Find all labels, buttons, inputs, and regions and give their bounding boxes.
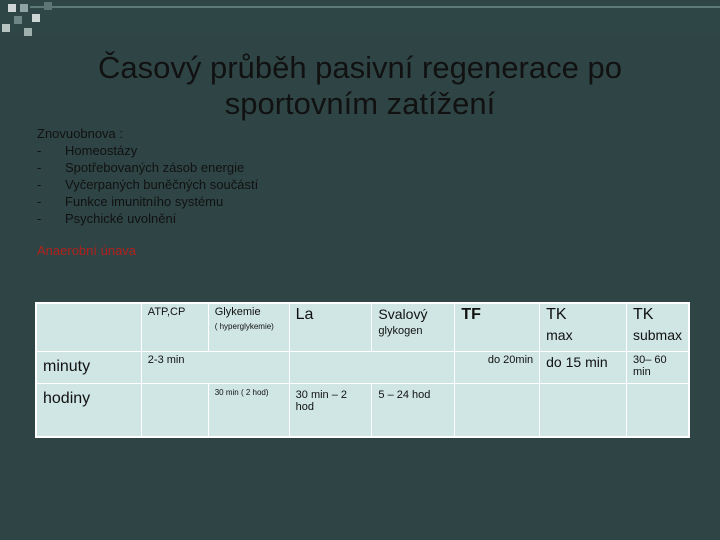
table-cell-empty: [141, 383, 208, 437]
cell-hodiny-svalovy: 5 – 24 hod: [372, 383, 455, 437]
deco-square: [44, 2, 52, 10]
list-item: [37, 210, 258, 227]
header-la: La: [289, 303, 372, 351]
regeneration-table: [35, 302, 690, 438]
deco-square: [2, 24, 10, 32]
header-tk-max-sub: max: [546, 327, 573, 343]
cell-hodiny-glykemie: 30 min ( 2 hod): [208, 383, 289, 437]
header-svalovy: [372, 303, 455, 351]
deco-square: [14, 16, 22, 24]
intro-label: Znovuobnova :: [37, 126, 124, 141]
header-glykemie-label: Glykemie: [214, 306, 261, 318]
table-row: [36, 351, 689, 383]
row-label-minuty: minuty: [36, 351, 141, 383]
table-row: [36, 383, 689, 437]
header-tk-max: [540, 303, 627, 351]
list-item-text: Homeostázy: [65, 143, 138, 158]
cell-hodiny-la: 30 min – 2 hod: [289, 383, 372, 437]
table-cell-empty: [289, 351, 455, 383]
header-tk-submax: [626, 303, 689, 351]
cell-minuty-atp: 2-3 min: [141, 351, 289, 383]
deco-square: [32, 14, 40, 22]
header-glykemie: [208, 303, 289, 351]
bullet: -: [37, 160, 42, 175]
slide-title: Časový průběh pasivní regenerace po sportovním zatížení: [98, 50, 622, 121]
header-glykogen-label: glykogen: [378, 325, 423, 337]
table-cell-empty: [36, 303, 141, 351]
header-svalovy-label: Svalový: [378, 306, 428, 322]
list-item: [37, 142, 258, 159]
cell-minuty-tk-max: do 15 min: [540, 351, 627, 383]
header-glykemie-note: ( hyperglykemie): [214, 322, 274, 331]
list-item-text: Psychické uvolnění: [65, 211, 177, 226]
list-item-text: Funkce imunitního systému: [65, 194, 224, 209]
table-cell-empty: [626, 383, 689, 437]
table-header-row: [36, 303, 689, 351]
header-tk-submax-sub: submax: [632, 327, 682, 343]
regeneration-list: [37, 125, 258, 227]
cell-minuty-tf: do 20min: [455, 351, 540, 383]
header-tf: TF: [455, 303, 540, 351]
row-label-hodiny: hodiny: [36, 383, 141, 437]
header-tk-submax-label: TK: [632, 306, 654, 323]
cell-minuty-tk-submax: 30– 60 min: [626, 351, 689, 383]
header-tk-max-label: TK: [546, 306, 567, 323]
list-item: [37, 159, 258, 176]
bullet: -: [37, 177, 42, 192]
list-item: [37, 176, 258, 193]
bullet: -: [37, 211, 42, 226]
table-cell-empty: [540, 383, 627, 437]
anaerobic-fatigue-label: Anaerobní únava: [37, 243, 137, 258]
deco-square: [8, 4, 16, 12]
list-item: [37, 193, 258, 210]
deco-square: [20, 4, 28, 12]
bullet: -: [37, 143, 42, 158]
header-atp: ATP,CP: [141, 303, 208, 351]
bullet: -: [37, 194, 42, 209]
top-divider: [30, 6, 720, 8]
table-cell-empty: [455, 383, 540, 437]
deco-square: [24, 28, 32, 36]
list-item-text: Spotřebovaných zásob energie: [65, 160, 245, 175]
list-item-text: Vyčerpaných buněčných součástí: [65, 177, 259, 192]
